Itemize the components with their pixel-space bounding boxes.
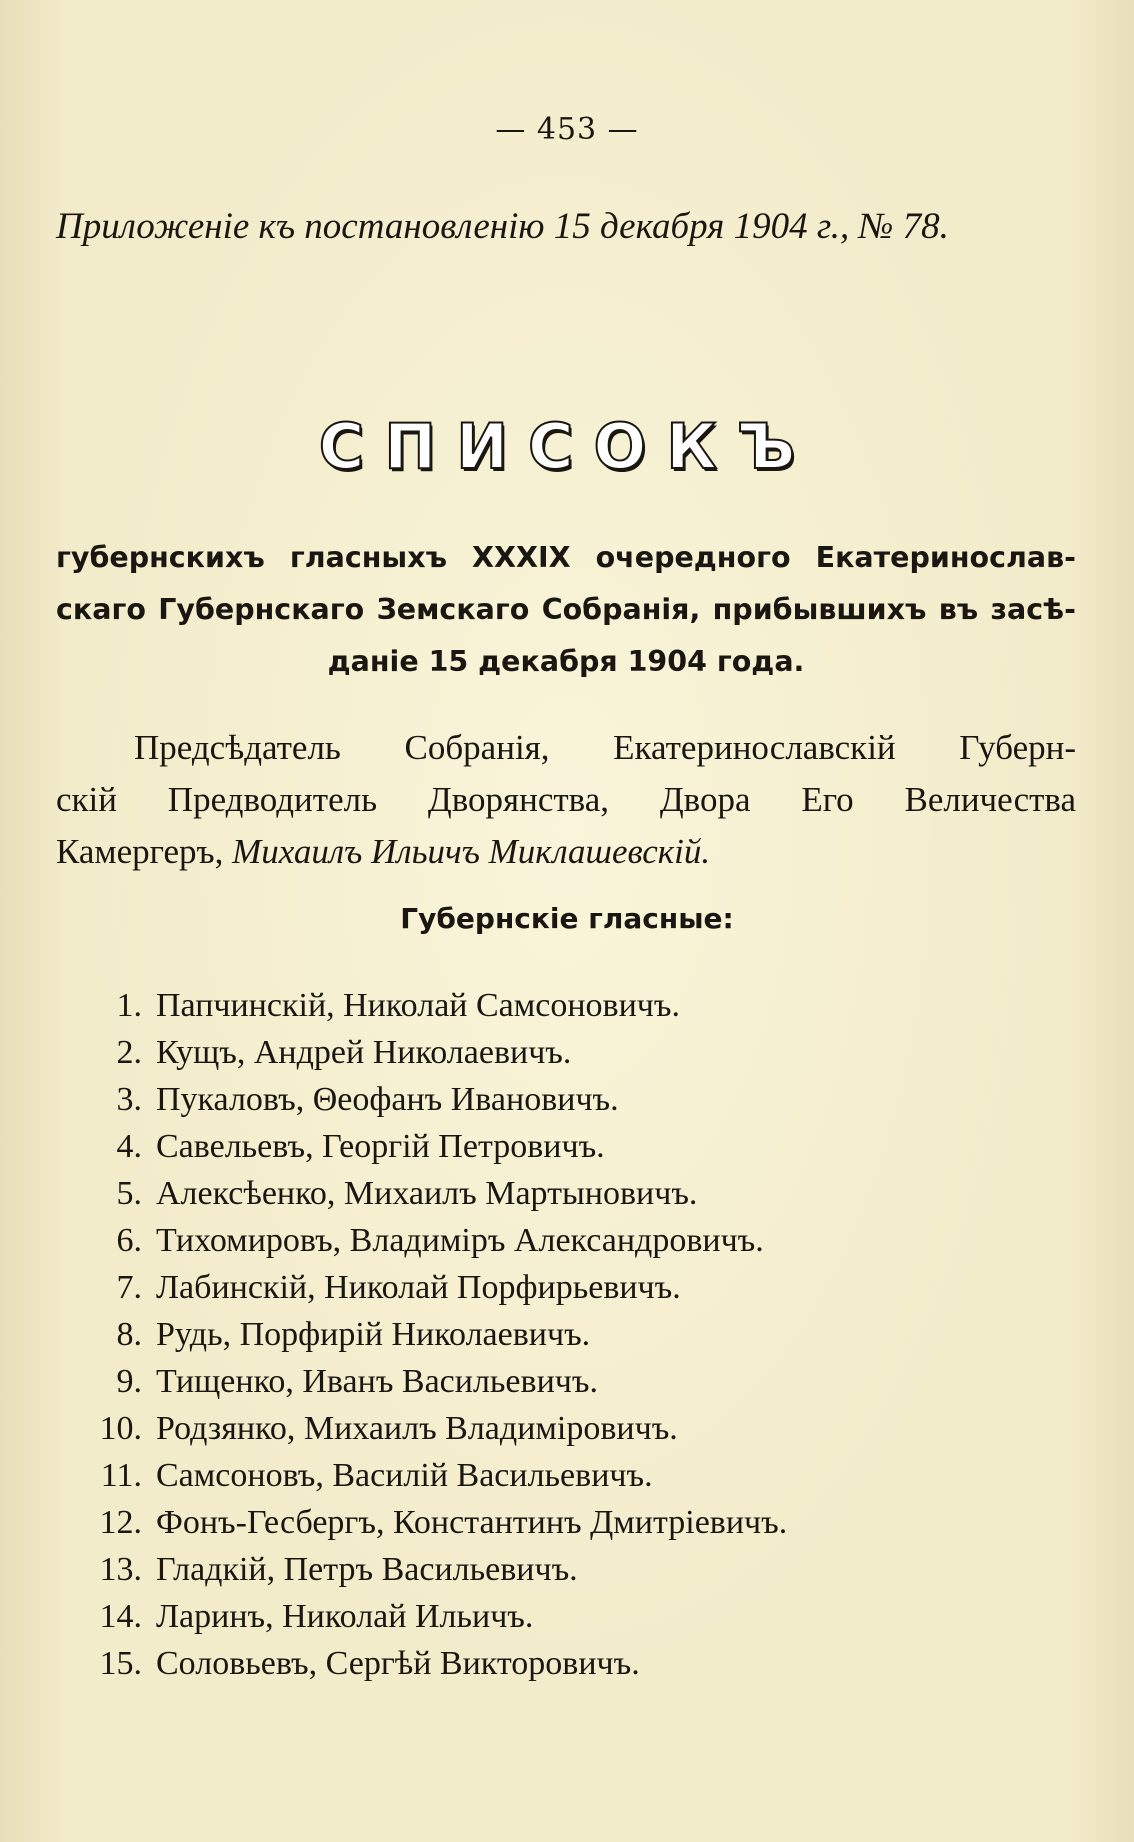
members-list (60, 982, 1060, 1687)
item-number: 13. (99, 1551, 142, 1588)
list-item (60, 1076, 1060, 1123)
item-number: 15. (99, 1645, 142, 1682)
list-item (60, 1217, 1060, 1264)
subtitle-line: даніе 15 декабря 1904 года. (327, 645, 805, 678)
item-number: 1. (116, 987, 142, 1024)
document-title: СПИСОКЪ (318, 410, 816, 483)
list-item (60, 1311, 1060, 1358)
list-item (60, 1546, 1060, 1593)
item-number: 7. (116, 1269, 142, 1306)
member-name: Тихомировъ, Владиміръ Александровичъ. (156, 1222, 764, 1259)
member-name: Папчинскій, Николай Самсоновичъ. (156, 987, 680, 1024)
list-item (60, 1593, 1060, 1640)
member-name: Тищенко, Иванъ Васильевичъ. (156, 1363, 598, 1400)
member-name: Лабинскій, Николай Порфирьевичъ. (156, 1269, 681, 1306)
item-number: 8. (116, 1316, 142, 1353)
list-item (60, 1358, 1060, 1405)
list-item (60, 1640, 1060, 1687)
appendix-heading: Приложеніе къ постановленію 15 декабря 1904 г., № 78. (56, 206, 949, 247)
item-number: 9. (116, 1363, 142, 1400)
item-number: 14. (99, 1598, 142, 1635)
list-item (60, 1405, 1060, 1452)
document-subtitle (56, 532, 1076, 688)
list-item (60, 1123, 1060, 1170)
list-item (60, 1170, 1060, 1217)
chairman-name: Михаилъ Ильичъ Миклашевскій. (232, 832, 711, 871)
member-name: Соловьевъ, Сергѣй Викторовичъ. (156, 1645, 640, 1682)
list-item (60, 1264, 1060, 1311)
member-name: Кущъ, Андрей Николаевичъ. (156, 1034, 572, 1071)
page-number: — 453 — (495, 112, 639, 147)
member-name: Гладкій, Петръ Васильевичъ. (156, 1551, 578, 1588)
member-name: Фонъ-Гесбергъ, Константинъ Дмитріевичъ. (156, 1504, 788, 1541)
item-number: 4. (116, 1128, 142, 1165)
item-number: 2. (116, 1034, 142, 1071)
chairman-title: Камергеръ, (56, 832, 224, 871)
member-name: Алексѣенко, Михаилъ Мартыновичъ. (156, 1175, 698, 1212)
item-number: 3. (116, 1081, 142, 1118)
member-name: Рудь, Порфирій Николаевичъ. (156, 1316, 591, 1353)
subtitle-line: скаго Губернскаго Земскаго Собранія, прибывшихъ въ засѣ- (56, 593, 1076, 626)
member-name: Пукаловъ, Θеофанъ Ивановичъ. (156, 1081, 619, 1118)
subtitle-line: губернскихъ гласныхъ XXXIX очередного Екатеринослав- (56, 541, 1076, 574)
list-item (60, 1029, 1060, 1076)
section-heading: Губернскіе гласные: (400, 902, 734, 935)
chairman-line: Предсѣдатель Собранія, Екатеринославскій Губерн- (134, 728, 1076, 767)
list-item (60, 1499, 1060, 1546)
item-number: 5. (116, 1175, 142, 1212)
item-number: 6. (116, 1222, 142, 1259)
item-number: 10. (99, 1410, 142, 1447)
chairman-paragraph (56, 722, 1076, 878)
member-name: Савельевъ, Георгій Петровичъ. (156, 1128, 605, 1165)
list-item (60, 982, 1060, 1029)
member-name: Родзянко, Михаилъ Владиміровичъ. (156, 1410, 678, 1447)
list-item (60, 1452, 1060, 1499)
member-name: Самсоновъ, Василій Васильевичъ. (156, 1457, 653, 1494)
chairman-line (56, 826, 1076, 878)
chairman-line: скій Предводитель Дворянства, Двора Его Величества (56, 780, 1076, 819)
item-number: 12. (99, 1504, 142, 1541)
member-name: Ларинъ, Николай Ильичъ. (156, 1598, 534, 1635)
item-number: 11. (100, 1457, 142, 1494)
